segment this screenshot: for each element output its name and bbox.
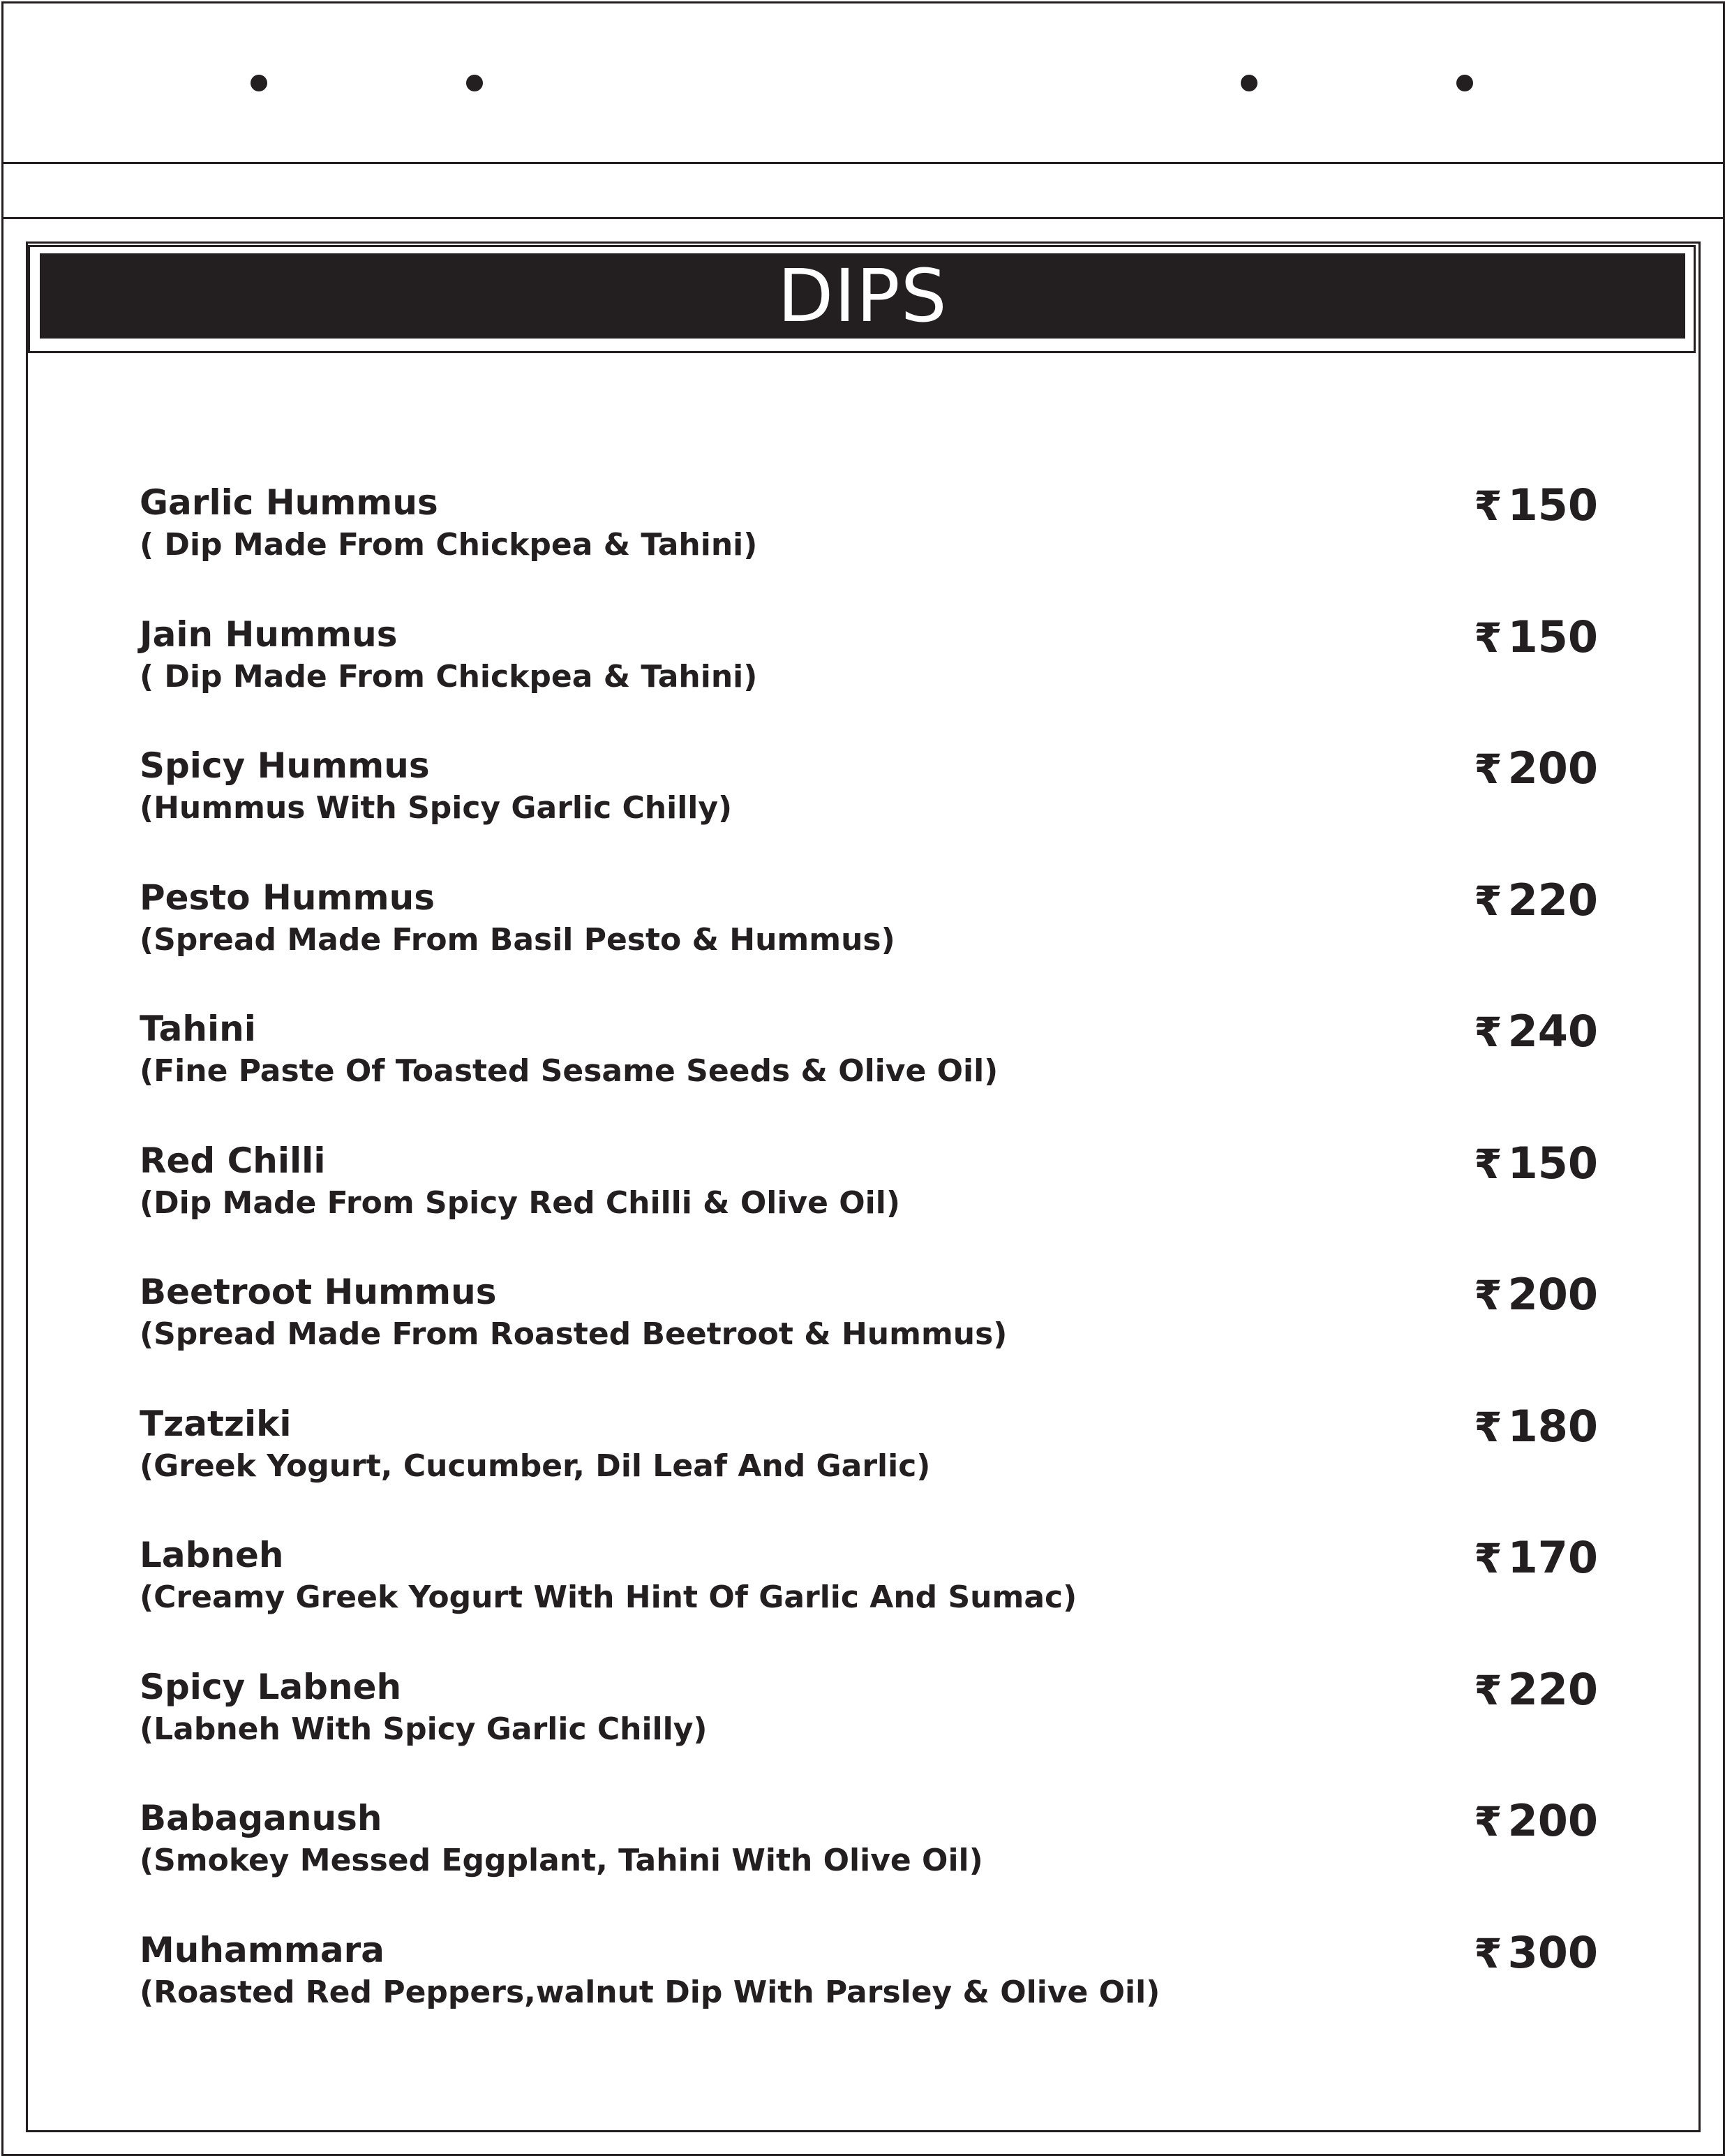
price-amount: 150 (1507, 611, 1598, 662)
item-description: (Creamy Greek Yogurt With Hint Of Garlic And Sumac) (140, 1579, 1077, 1615)
item-name: Pesto Hummus (140, 877, 435, 918)
item-description: (Dip Made From Spicy Red Chilli & Olive Oil) (140, 1185, 900, 1221)
price-amount: 200 (1507, 743, 1598, 794)
menu-item (140, 1664, 1598, 1774)
rupee-icon: ₹ (1474, 614, 1502, 662)
item-price (1474, 611, 1598, 662)
item-price (1474, 1532, 1598, 1583)
item-price (1474, 743, 1598, 794)
rupee-icon: ₹ (1474, 1798, 1502, 1845)
item-name: Tzatziki (140, 1404, 292, 1444)
item-description: (Roasted Red Peppers,walnut Dip With Parsley & Olive Oil) (140, 1975, 1160, 2010)
rupee-icon: ₹ (1474, 1667, 1502, 1714)
item-price (1474, 1138, 1598, 1189)
menu-item (140, 1138, 1598, 1248)
rupee-icon: ₹ (1474, 1272, 1502, 1319)
item-name: Garlic Hummus (140, 482, 438, 523)
item-name: Spicy Labneh (140, 1667, 402, 1707)
price-amount: 200 (1507, 1269, 1598, 1320)
item-name: Red Chilli (140, 1140, 326, 1181)
item-price (1474, 479, 1598, 530)
menu-item (140, 1532, 1598, 1642)
rupee-icon: ₹ (1474, 1930, 1502, 1977)
rupee-icon: ₹ (1474, 877, 1502, 925)
price-amount: 180 (1507, 1401, 1598, 1452)
menu-item (140, 479, 1598, 590)
item-name: Muhammara (140, 1930, 385, 1970)
rupee-icon: ₹ (1474, 482, 1502, 530)
item-price (1474, 875, 1598, 925)
item-price (1474, 1795, 1598, 1846)
item-name: Babaganush (140, 1798, 382, 1838)
menu-item (140, 1927, 1598, 2037)
price-amount: 300 (1507, 1927, 1598, 1978)
menu-item (140, 1006, 1598, 1116)
item-price (1474, 1401, 1598, 1452)
rupee-icon: ₹ (1474, 1009, 1502, 1056)
item-description: ( Dip Made From Chickpea & Tahini) (140, 527, 758, 563)
item-description: ( Dip Made From Chickpea & Tahini) (140, 659, 758, 694)
price-amount: 170 (1507, 1532, 1598, 1583)
item-description: (Labneh With Spicy Garlic Chilly) (140, 1711, 708, 1747)
rupee-icon: ₹ (1474, 1140, 1502, 1188)
item-price (1474, 1006, 1598, 1057)
menu-item (140, 1795, 1598, 1905)
item-price (1474, 1269, 1598, 1320)
item-description: (Hummus With Spicy Garlic Chilly) (140, 790, 733, 826)
item-price (1474, 1927, 1598, 1978)
item-description: (Greek Yogurt, Cucumber, Dil Leaf And Garlic) (140, 1448, 931, 1484)
price-amount: 220 (1507, 875, 1598, 925)
menu-item (140, 611, 1598, 722)
item-name: Jain Hummus (140, 614, 398, 655)
menu-item (140, 875, 1598, 985)
item-price (1474, 1664, 1598, 1715)
rupee-icon: ₹ (1474, 1535, 1502, 1582)
price-amount: 220 (1507, 1664, 1598, 1715)
item-description: (Fine Paste Of Toasted Sesame Seeds & Olive Oil) (140, 1053, 999, 1089)
item-name: Spicy Hummus (140, 745, 430, 786)
item-name: Labneh (140, 1535, 284, 1575)
menu-item (140, 1401, 1598, 1511)
item-name: Tahini (140, 1009, 256, 1049)
page-title: DIPS (777, 253, 948, 339)
price-amount: 150 (1507, 479, 1598, 530)
rupee-icon: ₹ (1474, 1404, 1502, 1451)
menu-item (140, 1269, 1598, 1379)
menu-item (140, 743, 1598, 853)
rupee-icon: ₹ (1474, 745, 1502, 793)
item-name: Beetroot Hummus (140, 1272, 497, 1312)
item-description: (Smokey Messed Eggplant, Tahini With Olive Oil) (140, 1843, 983, 1878)
item-description: (Spread Made From Basil Pesto & Hummus) (140, 922, 895, 958)
price-amount: 150 (1507, 1138, 1598, 1189)
price-amount: 200 (1507, 1795, 1598, 1846)
price-amount: 240 (1507, 1006, 1598, 1057)
item-description: (Spread Made From Roasted Beetroot & Hummus) (140, 1316, 1008, 1352)
